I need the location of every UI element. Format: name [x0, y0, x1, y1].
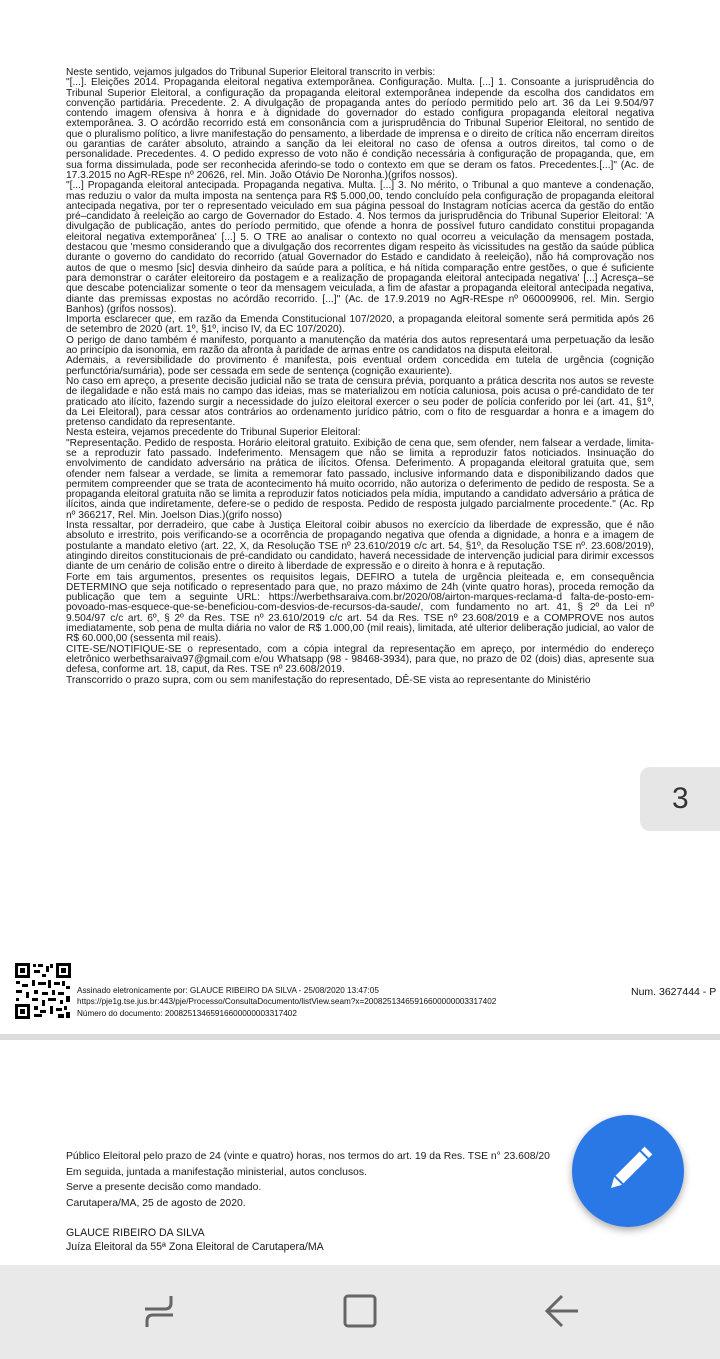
- document-body: [66, 68, 654, 686]
- document-number-line: Número do documento: 20082513465916600000003317402: [77, 1008, 297, 1018]
- paragraph: Neste sentido, vejamos julgados do Tribunal Superior Eleitoral transcrito in verbis:: [66, 67, 436, 78]
- signature-block: [77, 985, 597, 1019]
- paragraph: No caso em apreço, a presente decisão judicial não se trata de censura prévia, porquanto a prática descrita nos autos se reveste de ilegalidade e não está mais no campo das ideias, mas se materializou em notícia caluniosa, pois acusa o pré-candidato de ter praticado ato ilícito, fazendo surgir a necessidade do juízo eleitoral exercer o seu poder de polícia conferido por lei (art. 41, §1º, da Lei Eleitoral), para cessar atos contrários ao ordenamento jurídico pátrio, com o fito de resguardar a honra e a imagem do pretenso candidato da representante.: [66, 375, 654, 429]
- paragraph: Transcorrido o prazo supra, com ou sem manifestação do representado, DÊ-SE vista ao representante do Ministério: [66, 674, 591, 686]
- page2-line: Serve a presente decisão como mandado.: [66, 1182, 262, 1193]
- recent-apps-button[interactable]: [135, 1287, 183, 1335]
- judge-name: GLAUCE RIBEIRO DA SILVA: [66, 1227, 205, 1239]
- home-button[interactable]: [336, 1287, 384, 1335]
- judge-title: Juíza Eleitoral da 55ª Zona Eleitoral de Carutapera/MA: [66, 1240, 324, 1253]
- paragraph: Forte em tais argumentos, presentes os requisitos legais, DEFIRO a tutela de urgência pleiteada e, em consequência DETERMINO que seja notificado o representado para que, no prazo máximo de 24h (vinte quatro horas), proceda remoção da publicação que tem a seguinte URL: https://werbethsaraiva.com.br/2020/08/airton-marques-reclama-d falta-de-posto-em-povoado-mas-esquece-que-se-beneficiou-com-desvios-de-recursos-da-saude/, com fundamento no art. 41, § 2º da Lei nº 9.504/97 c/c art. 6º, § 2º da Res. TSE nº 23.610/2019 c/c art. 54 da Res. TSE nº 23.608/2019 e a COMPROVE nos autos imediatamente, sob pena de multa diária no valor de R$ 1.000,00 (mil reais), limitada, até ulterior deliberação judicial, ao valor de R$ 60.000,00 (sessenta mil reais).: [66, 571, 654, 645]
- pencil-edit-icon: [572, 1115, 684, 1227]
- back-button[interactable]: [538, 1287, 586, 1335]
- page2-line: Público Eleitoral pelo prazo de 24 (vinte e quatro) horas, nos termos do art. 19 da Res. TSE n° 23.608/20: [66, 1151, 550, 1162]
- page2-body: [66, 1149, 586, 1211]
- navigation-bar: [0, 1265, 720, 1359]
- document-num-label: Num. 3627444 - P: [631, 986, 717, 998]
- paragraph: Ademais, a reversibilidade do provimento é manifesta, pois eventual ordem concedida em tutela de urgência (cognição perfunctória/sumária), pode ser cessada em sede de sentença (cognição exauriente).: [66, 355, 654, 377]
- paragraph: "[...] Propaganda eleitoral antecipada. Propaganda negativa. Multa. [...] 3. No mérito, o Tribunal a quo manteve a condenação, mas reduziu o valor da multa imposta na sentença para R$ 5.000,00, tendo concluído pela configuração de propaganda eleitoral antecipada negativa, por ter o representado veiculado em sua página pessoal do Instagram notícias acerca da gestão do então pré–candidato à reeleição ao cargo de Governador do Estado. 4. Nos termos da jurisprudência do Tribunal Superior Eleitoral: 'A divulgação de publicação, antes do período permitido, que ofende a honra de possível futuro candidato constitui propaganda eleitoral negativa extemporânea' [...] 5. O TRE ao analisar o contexto no qual ocorreu a veiculação da mensagem postada, destacou que 'mesmo considerando que a divulgação dos recorrentes digam respeito às vicissitudes na gestão da saúde pública durante o governo do candidato do recorrido (atual Governador do Estado e candidato à reeleição), não há comprovação nos autos de que o mesmo [sic] desvia dinheiro da saúde para a política, e há nítida comparação entre gestões, o que é suficiente para demonstrar o caráter eleitoreiro da postagem e a realização de propaganda eleitoral antecipada negativa' [...] Acresça–se que descabe potencializar somente o teor da mensagem veiculada, a fim de afastar a propaganda eleitoral antecipada negativa, diante das premissas expostas no acórdão recorrido. [...]" (Ac. de 17.9.2019 no AgR-REspe nº 060009906, rel. Min. Sergio Banhos) (grifos nossos).: [66, 180, 654, 315]
- back-icon: [538, 1287, 586, 1335]
- paragraph: "[...]. Eleições 2014. Propaganda eleitoral negativa extemporânea. Configuração. Multa. [...] 1. Consoante a jurisprudência do Tribunal Superior Eleitoral, a configuração da propaganda eleitoral extemporânea independe da escolha dos candidatos em convenção partidária. Precedente. 2. A divulgação de propaganda antes do período permitido pelo art. 36 da Lei 9.504/97 contendo imagem ofensiva à honra e à dignidade do governador do estado configura propaganda eleitoral negativa extemporânea. 3. O acórdão recorrido está em consonância com a jurisprudência do Tribunal Superior Eleitoral, no sentido de que o pluralismo político, a livre manifestação do pensamento, a liberdade de imprensa e o direito de crítica não encerram direitos ou garantias de caráter absoluto, atraindo a sanção da lei eleitoral no caso de ofensa a outros direitos, tal como o de personalidade. Precedentes. 4. O pedido expresso de voto não é condição necessária à configuração de propaganda, que, em sua forma dissimulada, pode ser reconhecida aferindo-se todo o contexto em que se deram os fatos. Precedentes.[...]" (Ac. de 17.3.2015 no AgR-REspe nº 20626, rel. Min. João Otávio De Noronha.)(grifos nossos).: [66, 77, 654, 181]
- edit-fab-button[interactable]: [572, 1115, 684, 1227]
- paragraph: "Representação. Pedido de resposta. Horário eleitoral gratuito. Exibição de cena que, sem ofender, nem falsear a verdade, limita-se a reproduzir fato passado. Indeferimento. Mensagem que não se limita a reproduzir fatos noticiados. Insinuação do envolvimento de candidato adversário na prática de ilícitos. Ofensa. Deferimento. A propaganda eleitoral gratuita que, sem ofender nem falsear a verdade, se limita a rememorar fato passado, inclusive informando data e disponibilizando dados que permitem compreender que se trata de acontecimento há muito ocorrido, não autoriza o deferimento de pedido de resposta. Se a propaganda eleitoral gratuita não se limita a reproduzir fatos noticiados pela mídia, imputando a candidato adversário a prática de ilícitos, ainda que indiretamente, defere-se o pedido de resposta. Pedido de resposta julgado parcialmente procedente." (Ac. Rp nº 366217, Rel. Min. Joelson Dias.)(grifo nosso): [66, 437, 654, 521]
- recent-apps-icon: [135, 1287, 183, 1335]
- page2-line: Carutapera/MA, 25 de agosto de 2020.: [66, 1197, 246, 1209]
- paragraph: Importa esclarecer que, em razão da Emenda Constitucional 107/2020, a propaganda eleitoral somente será permitida após 26 de setembro de 2020 (art. 1º, §1º, inciso IV, da EC 107/2020).: [66, 314, 654, 336]
- judge-signature: [66, 1227, 586, 1254]
- paragraph: CITE-SE/NOTIFIQUE-SE o representado, com a cópia integral da representação em apreço, por intermédio do endereço eletrônico werbethsaraiva97@gmail.com e/ou Whatsapp (98 - 98468-3934), para que, no prazo de 02 (dois) dias, apresente sua defesa, conforme art. 18, caput, da Res. TSE nº 23.608/2019.: [66, 643, 654, 676]
- page-number-badge: 3: [640, 767, 720, 831]
- signed-by-line: Assinado eletronicamente por: GLAUCE RIBEIRO DA SILVA - 25/08/2020 13:47:05: [77, 986, 379, 995]
- paragraph: Insta ressaltar, por derradeiro, que cabe à Justiça Eleitoral coibir abusos no exercício da liberdade de expressão, que é não absoluto e irrestrito, pois verificando-se a ocorrência de propagando negativa que ofenda a dignidade, a honra e a imagem de postulante a mandato eletivo (art. 22, X, da Resolução TSE nº 23.610/2019 c/c art. 54, §1º, da Resolução TSE nº. 23.608/2019), atingindo direitos constitucionais de pré-candidato ou candidato, haverá necessidade de intervenção judicial para dirimir excessos diante de um cenário de colisão entre o direito à liberdade de expressão e o direito à honra e à reputação.: [66, 520, 654, 573]
- qr-code: [14, 962, 72, 1020]
- paragraph: O perigo de dano também é manifesto, porquanto a manutenção da matéria dos autos representará uma perpetuação da lesão ao princípio da isonomia, em razão da afronta à paridade de armas entre os candidatos na disputa eleitoral.: [66, 334, 654, 357]
- page2-line: Em seguida, juntada a manifestação ministerial, autos conclusos.: [66, 1166, 367, 1178]
- paragraph: Nesta esteira, vejamos precedente do Tribunal Superior Eleitoral:: [66, 427, 361, 439]
- home-icon: [336, 1287, 384, 1335]
- document-url-link[interactable]: https://pje1g.tse.jus.br:443/pje/Processo/ConsultaDocumento/listView.seam?x=20082513465916600000003317402: [77, 997, 497, 1007]
